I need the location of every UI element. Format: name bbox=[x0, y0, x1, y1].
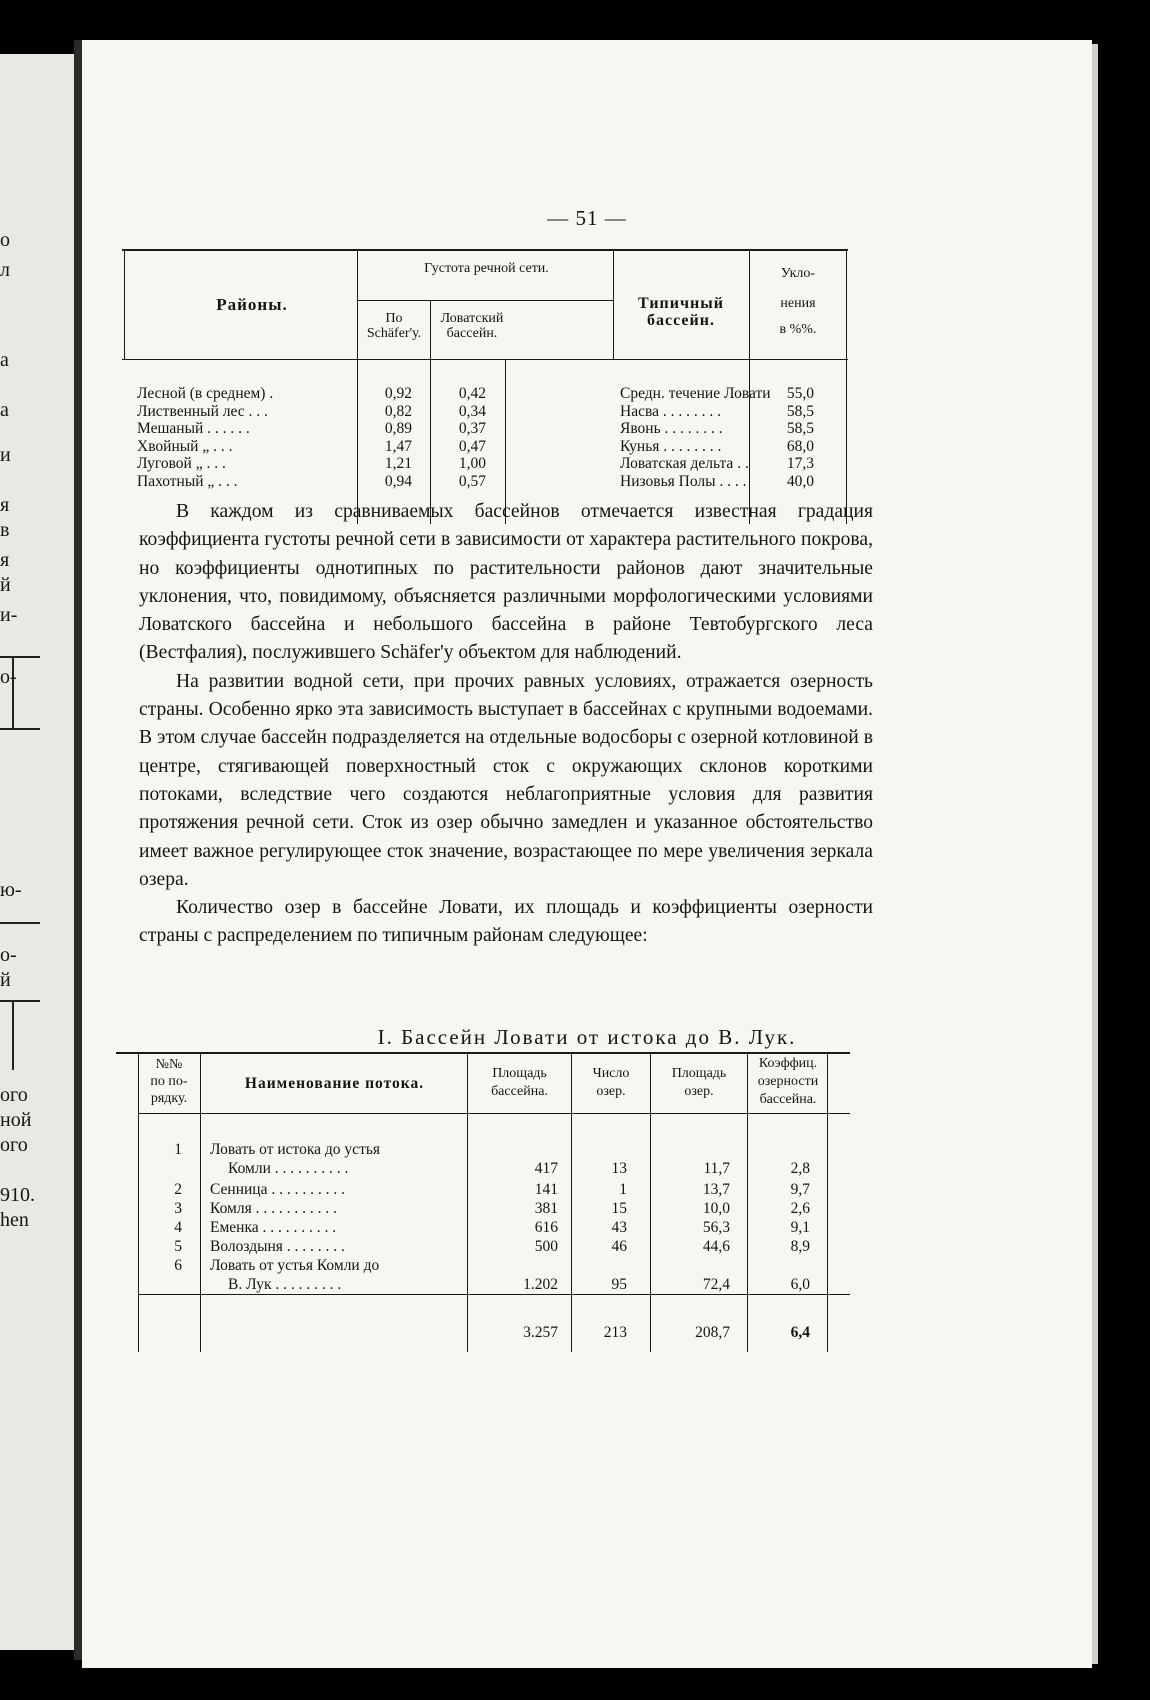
row-lovat-value: 0,42 bbox=[458, 385, 486, 402]
row-coef: 9,7 bbox=[790, 1181, 810, 1198]
row-lovat-value: 1,00 bbox=[458, 455, 486, 473]
total-lake-count: 213 bbox=[603, 1324, 627, 1341]
row-lovat-value: 0,47 bbox=[458, 437, 486, 455]
left-page-fragment: в bbox=[0, 519, 10, 541]
total-lake-area: 208,7 bbox=[695, 1324, 730, 1341]
left-page-fragment: hen bbox=[0, 1209, 29, 1231]
row-region: Хвойный „ . . . bbox=[137, 437, 233, 455]
row-lake-area: 56,3 bbox=[702, 1219, 730, 1236]
row-region: Пахотный „ . . . bbox=[137, 473, 238, 490]
row-lake-area: 13,7 bbox=[702, 1181, 730, 1198]
row-region: Мешаный . . . . . . bbox=[137, 420, 250, 438]
paragraph-2: На развитии водной сети, при прочих равных условиях, отражается озерность страны. Особенно ярко эта зависимость выступает в бассейнах с крупными водоемами. В этом случае бассейн подразделяется на отдельные водосборы с озерной котловиной в центре, стягивающей поверхностный сток с окружающих склонов короткими потоками, вследствие чего создаются неблагоприятные условия для развития протяжения речной сети. Сток из озер обычно замедлен и указанное обстоятельство имеет важное регулирующее сток значение, возрастающее по мере увеличения зеркала озера. bbox=[139, 670, 873, 890]
left-page-rule bbox=[0, 656, 40, 658]
col-header-typical-basin: Типичный бассейн. bbox=[638, 295, 724, 329]
row-stream-name-cont: Комли . . . . . . . . . . bbox=[228, 1160, 349, 1177]
left-page-vrule bbox=[12, 656, 14, 728]
left-page-fragment: л bbox=[0, 259, 10, 281]
col-header-lake-area-2: озер. bbox=[684, 1084, 714, 1099]
row-schafer-value: 1,21 bbox=[384, 455, 412, 473]
row-schafer-value: 0,94 bbox=[384, 473, 412, 490]
body-text bbox=[139, 498, 873, 951]
row-coef: 8,9 bbox=[790, 1238, 810, 1255]
col-header-lovat: Ловатский бассейн. bbox=[440, 311, 504, 341]
row-stream-name: Комля . . . . . . . . . . . bbox=[210, 1200, 337, 1217]
row-schafer-value: 1,47 bbox=[384, 437, 412, 455]
left-page-fragment: я bbox=[0, 549, 10, 571]
col-header-lake-area-1: Площадь bbox=[671, 1066, 727, 1081]
row-number: 5 bbox=[174, 1238, 182, 1255]
row-lake-area: 10,0 bbox=[702, 1200, 730, 1217]
row-lake-area: 11,7 bbox=[703, 1160, 730, 1177]
col-header-num-1: №№ bbox=[155, 1057, 183, 1072]
col-header-density: Густота речной сети. bbox=[424, 261, 549, 276]
row-coef: 2,8 bbox=[790, 1160, 810, 1177]
row-stream-name-cont: В. Лук . . . . . . . . . bbox=[228, 1276, 342, 1293]
lakes-table-title: I. Бассейн Ловати от истока до В. Лук. bbox=[377, 1025, 797, 1049]
page-number: — 51 — bbox=[547, 206, 627, 230]
left-page-fragment: о- bbox=[0, 944, 17, 966]
row-number: 2 bbox=[174, 1181, 182, 1198]
total-basin-area: 3.257 bbox=[523, 1324, 558, 1341]
col-header-deviation-2: нения bbox=[780, 296, 816, 311]
left-page-fragment: я bbox=[0, 494, 10, 516]
col-header-num-2: по по- bbox=[150, 1074, 188, 1089]
left-page-fragment: и bbox=[0, 444, 11, 466]
row-number: 4 bbox=[174, 1219, 182, 1236]
row-typical-basin: Явонь . . . . . . . . bbox=[620, 420, 723, 438]
left-page-rule bbox=[0, 922, 40, 924]
left-page-fragment: ю- bbox=[0, 879, 22, 901]
row-basin-area: 141 bbox=[534, 1181, 558, 1198]
book-page bbox=[82, 40, 1092, 1668]
paragraph-3: Количество озер в бассейне Ловати, их площадь и коэффициенты озерности страны с распределением по типичным районам следующее: bbox=[139, 897, 873, 947]
row-basin-area: 616 bbox=[534, 1219, 558, 1236]
row-region: Луговой „ . . . bbox=[137, 455, 226, 473]
row-region: Лиственный лес . . . bbox=[137, 402, 268, 420]
col-header-coef-2: озерности bbox=[757, 1074, 819, 1089]
col-header-regions: Районы. bbox=[216, 295, 288, 314]
col-header-coef-3: бассейна. bbox=[759, 1092, 817, 1107]
row-deviation: 55,0 bbox=[786, 385, 814, 402]
left-page-vrule bbox=[12, 1000, 14, 1070]
col-header-schafer: По Schäfer'у. bbox=[366, 311, 422, 341]
row-deviation: 58,5 bbox=[786, 420, 814, 438]
row-schafer-value: 0,92 bbox=[384, 385, 412, 402]
row-stream-name: Сенница . . . . . . . . . . bbox=[210, 1181, 345, 1198]
row-lovat-value: 0,57 bbox=[458, 473, 486, 490]
left-page-fragment: ого bbox=[0, 1084, 28, 1106]
row-deviation: 58,5 bbox=[786, 402, 814, 420]
paragraph-1: В каждом из сравниваемых бассейнов отмечается известная градация коэффициента густоты речной сети в зависимости от характера растительного покрова, но коэффициенты однотипных по растительности районов дают значительные уклонения, что, повидимому, объясняется различными морфологическими условиями Ловатского бассейна и небольшого бассейна в районе Тевтобургского леса (Вестфалия), послужившего Schäfer'у объектом для наблюдений. bbox=[139, 501, 873, 664]
col-header-basin-area-2: бассейна. bbox=[491, 1084, 548, 1099]
row-deviation: 40,0 bbox=[786, 473, 814, 490]
row-typical-basin: Насва . . . . . . . . bbox=[620, 402, 721, 420]
row-coef: 2,6 bbox=[790, 1200, 810, 1217]
left-page-fragment: и- bbox=[0, 604, 18, 626]
left-page-rule bbox=[0, 728, 40, 730]
row-stream-name: Волоздыня . . . . . . . . bbox=[210, 1238, 345, 1255]
row-stream-name: Еменка . . . . . . . . . . bbox=[210, 1219, 337, 1236]
col-header-coef-1: Коэффиц. bbox=[758, 1056, 818, 1071]
total-coef: 6,4 bbox=[790, 1324, 810, 1341]
row-lake-count: 43 bbox=[611, 1219, 627, 1236]
row-stream-name: Ловать от устья Комли до bbox=[210, 1257, 380, 1274]
left-page-fragment: й bbox=[0, 574, 11, 596]
left-page-fragment: а bbox=[0, 349, 9, 371]
row-typical-basin: Ловатская дельта . . bbox=[620, 455, 749, 473]
row-deviation: 68,0 bbox=[786, 437, 814, 455]
row-schafer-value: 0,89 bbox=[384, 420, 412, 438]
row-lovat-value: 0,34 bbox=[458, 402, 486, 420]
row-lake-count: 15 bbox=[611, 1200, 627, 1217]
left-page-fragment: а bbox=[0, 399, 9, 421]
row-number: 6 bbox=[174, 1257, 182, 1274]
row-typical-basin: Низовья Полы . . . . bbox=[620, 473, 747, 490]
row-stream-name: Ловать от истока до устья bbox=[210, 1141, 381, 1158]
left-page-rule bbox=[0, 1000, 40, 1002]
left-page-fragment: ого bbox=[0, 1134, 28, 1156]
row-lovat-value: 0,37 bbox=[458, 420, 486, 438]
row-schafer-value: 0,82 bbox=[384, 402, 412, 420]
col-header-deviation-1: Укло- bbox=[780, 266, 816, 281]
left-page-fragment: 910. bbox=[0, 1184, 35, 1206]
left-page-fragment: о bbox=[0, 229, 10, 251]
row-region: Лесной (в среднем) . bbox=[137, 385, 274, 402]
row-lake-count: 95 bbox=[611, 1276, 627, 1293]
row-typical-basin: Средн. течение Ловати bbox=[620, 385, 771, 402]
row-number: 3 bbox=[174, 1200, 182, 1217]
row-lake-count: 46 bbox=[611, 1238, 627, 1255]
row-typical-basin: Кунья . . . . . . . . bbox=[620, 437, 722, 455]
col-header-lake-count-1: Число bbox=[592, 1066, 630, 1081]
col-header-stream-name: Наименование потока. bbox=[244, 1075, 425, 1092]
left-page-fragment: ной bbox=[0, 1109, 32, 1131]
left-page-fragment: о- bbox=[0, 666, 17, 688]
row-coef: 9,1 bbox=[790, 1219, 810, 1236]
left-page-fragment: й bbox=[0, 969, 11, 991]
row-coef: 6,0 bbox=[790, 1276, 810, 1293]
page-edge bbox=[1092, 44, 1098, 1664]
row-basin-area: 1.202 bbox=[523, 1276, 558, 1293]
col-header-basin-area-1: Площадь bbox=[492, 1066, 547, 1081]
col-header-lake-count-2: озер. bbox=[596, 1084, 626, 1099]
row-basin-area: 381 bbox=[534, 1200, 558, 1217]
row-basin-area: 417 bbox=[534, 1160, 558, 1177]
row-basin-area: 500 bbox=[534, 1238, 558, 1255]
row-lake-area: 72,4 bbox=[702, 1276, 730, 1293]
row-lake-count: 1 bbox=[619, 1181, 627, 1198]
left-facing-page bbox=[0, 54, 74, 1650]
col-header-deviation-3: в %%. bbox=[779, 322, 817, 337]
row-lake-count: 13 bbox=[611, 1160, 627, 1177]
row-deviation: 17,3 bbox=[786, 455, 814, 473]
col-header-num-3: рядку. bbox=[150, 1091, 188, 1106]
row-number: 1 bbox=[174, 1141, 182, 1158]
row-lake-area: 44,6 bbox=[702, 1238, 730, 1255]
